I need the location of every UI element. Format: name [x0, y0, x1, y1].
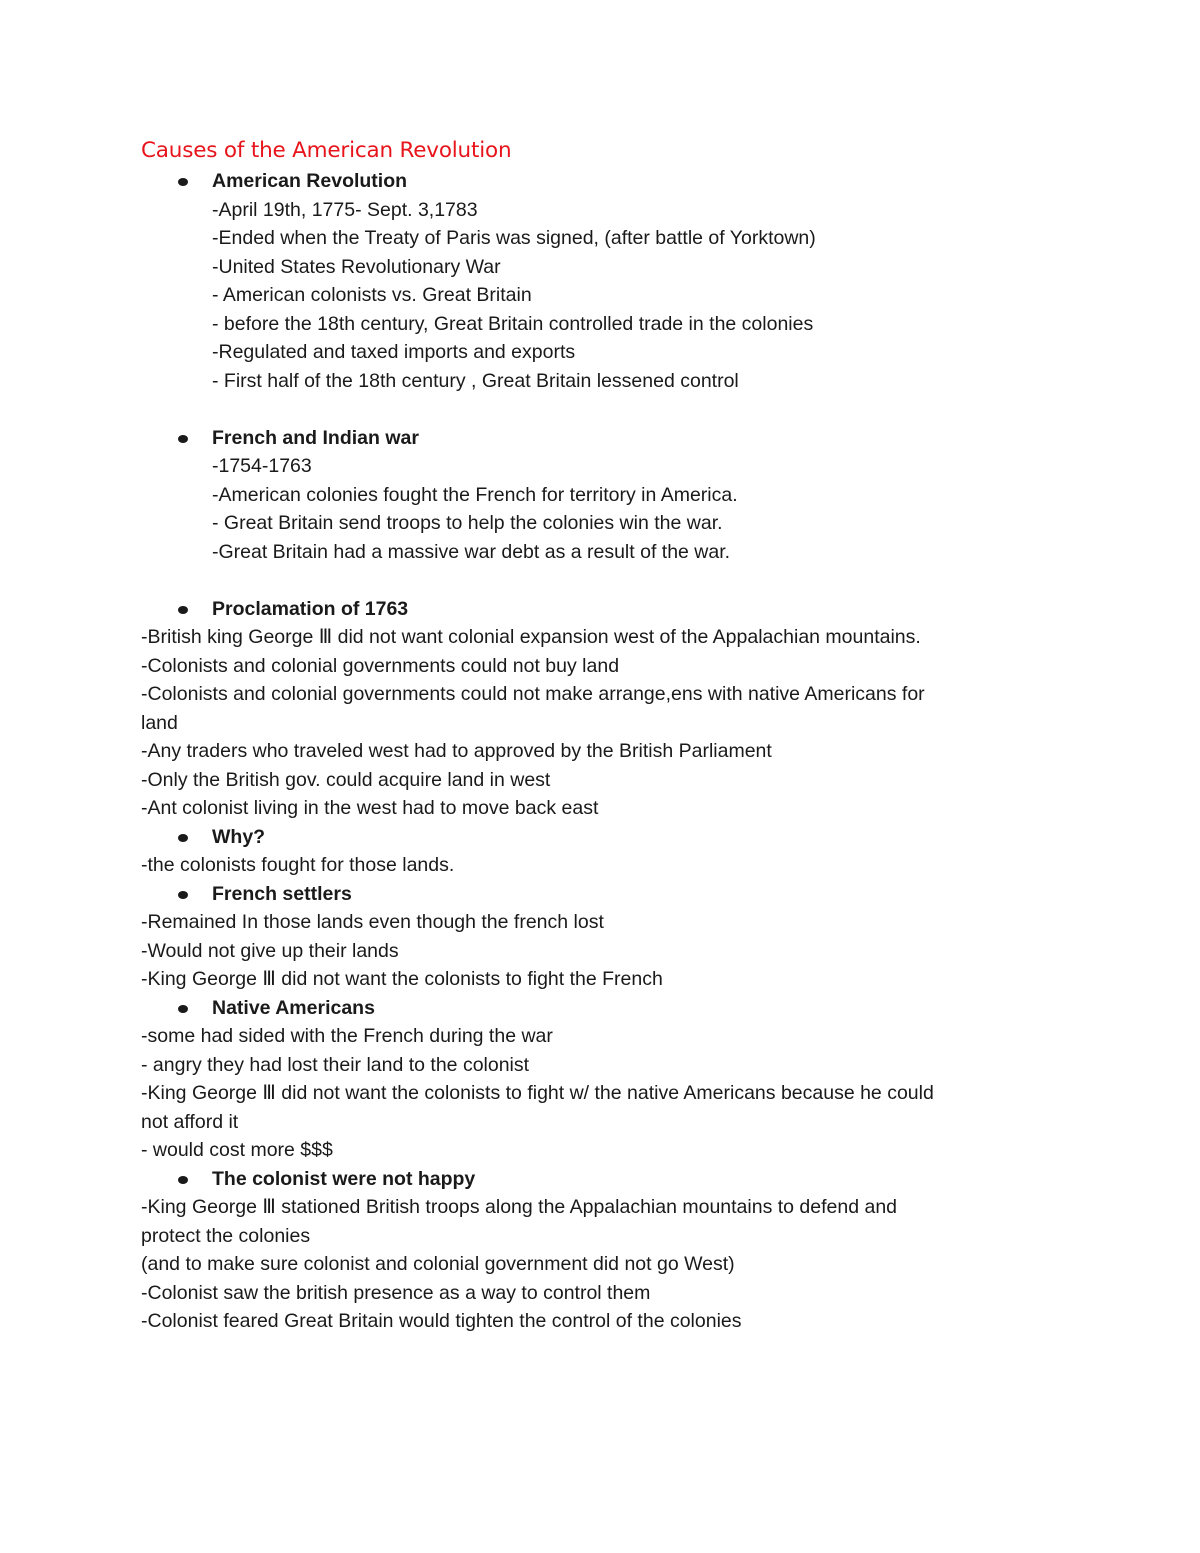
bullet-icon	[178, 178, 188, 186]
bullet-icon	[178, 834, 188, 842]
note-line: - Great Britain send troops to help the colonies win the war.	[212, 512, 723, 534]
bullet-icon	[178, 606, 188, 614]
note-line: -King George Ⅲ did not want the colonists to fight the French	[141, 968, 663, 990]
bullet-icon	[178, 435, 188, 443]
note-line: -Colonist saw the british presence as a way to control them	[141, 1282, 651, 1304]
note-line: -1754-1763	[212, 455, 312, 477]
note-line: (and to make sure colonist and colonial government did not go West)	[141, 1253, 735, 1275]
note-line: -Only the British gov. could acquire land in west	[141, 769, 551, 791]
bullet-icon	[178, 891, 188, 899]
note-line: - American colonists vs. Great Britain	[212, 284, 532, 306]
note-line: -Colonists and colonial governments could not make arrange,ens with native Americans for	[141, 683, 925, 705]
note-line: -Remained In those lands even though the french lost	[141, 911, 604, 933]
note-line: -Colonists and colonial governments could not buy land	[141, 655, 620, 677]
note-line: - First half of the 18th century , Great Britain lessened control	[212, 370, 739, 392]
note-line: - before the 18th century, Great Britain controlled trade in the colonies	[212, 313, 814, 335]
note-line: -some had sided with the French during the war	[141, 1025, 553, 1047]
note-line: -the colonists fought for those lands.	[141, 854, 455, 876]
section-heading: American Revolution	[212, 170, 408, 192]
note-line: -April 19th, 1775- Sept. 3,1783	[212, 199, 478, 221]
bullet-icon	[178, 1005, 188, 1013]
note-line: not afford it	[141, 1111, 239, 1133]
note-line: -Ant colonist living in the west had to move back east	[141, 797, 599, 819]
note-line: -King George Ⅲ did not want the colonists to fight w/ the native Americans because he could	[141, 1082, 934, 1104]
note-line: - angry they had lost their land to the colonist	[141, 1054, 530, 1076]
note-line: -Ended when the Treaty of Paris was signed, (after battle of Yorktown)	[212, 227, 816, 249]
note-line: -American colonies fought the French for territory in America.	[212, 484, 738, 506]
note-line: protect the colonies	[141, 1225, 311, 1247]
document-title: Causes of the American Revolution	[141, 138, 512, 163]
note-line: -Would not give up their lands	[141, 940, 399, 962]
note-line: -Any traders who traveled west had to approved by the British Parliament	[141, 740, 772, 762]
note-line: land	[141, 712, 178, 734]
note-line: -United States Revolutionary War	[212, 256, 501, 278]
note-line: - would cost more $$$	[141, 1139, 333, 1161]
section-heading: Native Americans	[212, 997, 375, 1019]
note-line: -Colonist feared Great Britain would tighten the control of the colonies	[141, 1310, 742, 1332]
section-heading: The colonist were not happy	[212, 1168, 476, 1190]
note-line: -King George Ⅲ stationed British troops along the Appalachian mountains to defend and	[141, 1196, 898, 1218]
note-line: -British king George Ⅲ did not want colonial expansion west of the Appalachian mountains.	[141, 626, 921, 648]
note-line: -Regulated and taxed imports and exports	[212, 341, 576, 363]
bullet-icon	[178, 1176, 188, 1184]
note-line: -Great Britain had a massive war debt as a result of the war.	[212, 541, 731, 563]
section-heading: French settlers	[212, 883, 352, 905]
section-heading: Why?	[212, 826, 266, 848]
section-heading: Proclamation of 1763	[212, 598, 409, 620]
section-heading: French and Indian war	[212, 427, 419, 449]
